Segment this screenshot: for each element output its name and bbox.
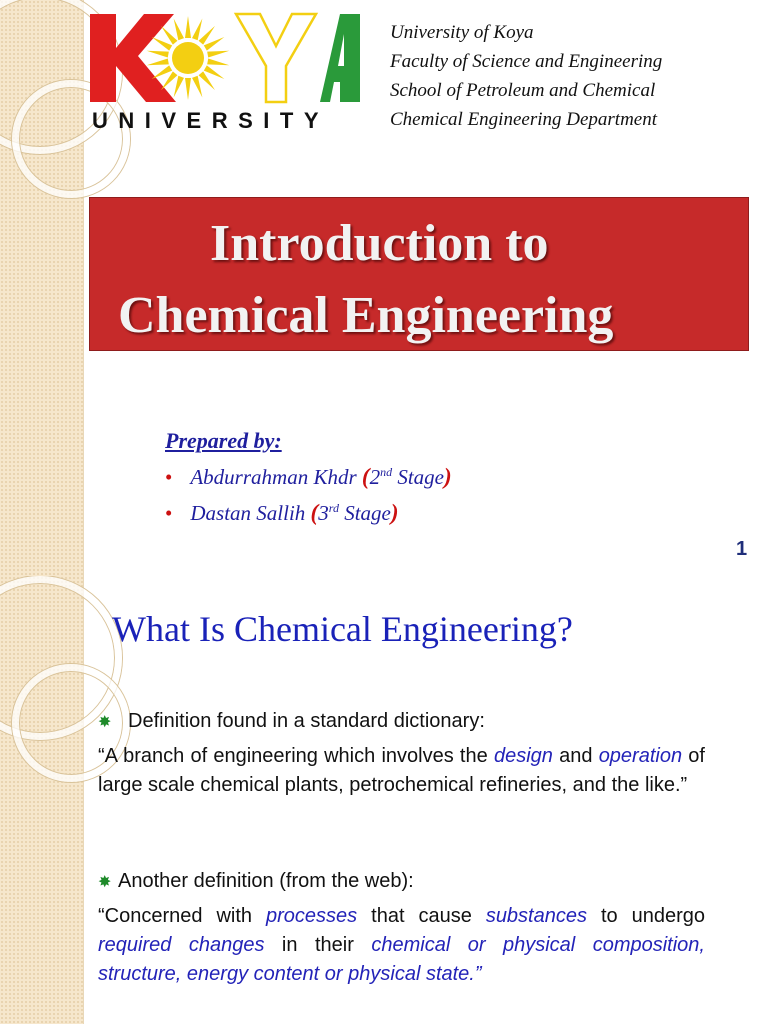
definition-1	[98, 742, 705, 800]
text-run: “A branch of engineering which involves the	[98, 745, 494, 767]
university-line: University of Koya	[390, 22, 534, 43]
author-name: Dastan Sallih	[190, 501, 311, 525]
author-name: Abdurrahman Khdr	[190, 465, 362, 489]
bullet-text: Another definition (from the web):	[118, 870, 414, 892]
stage-label: Stage	[338, 501, 391, 525]
title-line-1: Introduction to	[210, 215, 549, 272]
text-run: “Concerned with	[98, 905, 267, 927]
author-item	[165, 464, 452, 490]
bullet: •	[165, 465, 173, 489]
text-run: of large scale chemical plants, petrochemical refineries, and the like.”	[98, 745, 705, 796]
paren-close: )	[390, 500, 399, 525]
author-item	[165, 500, 399, 526]
stage-label: Stage	[392, 465, 444, 489]
highlight-term: operation	[598, 745, 683, 767]
decorative-side-stripe	[0, 576, 84, 1024]
stage-suffix: rd	[328, 501, 339, 515]
highlight-term: substances	[485, 905, 587, 927]
definition-2	[98, 902, 705, 989]
university-line: Chemical Engineering Department	[390, 109, 658, 130]
bullet-text: Definition found in a standard dictionary:	[128, 710, 485, 732]
text-run: and	[552, 745, 599, 767]
highlight-term: processes	[266, 905, 358, 927]
star-bullet-icon: ✸	[98, 714, 112, 731]
bullet-line-2	[98, 870, 414, 893]
koya-logo-letters	[88, 12, 360, 104]
highlight-term: chemical or physical composition, structure, energy content or physical state.”	[98, 934, 705, 985]
text-run: in their	[264, 934, 372, 956]
koya-university-logo	[88, 12, 360, 132]
prepared-by-label: Prepared by:	[165, 428, 282, 453]
paren-close: )	[443, 464, 452, 489]
highlight-term: required changes	[98, 934, 265, 956]
university-info	[390, 18, 662, 134]
slide-heading: What Is Chemical Engineering?	[112, 609, 573, 649]
university-line: Faculty of Science and Engineering	[390, 51, 663, 72]
text-run: that cause	[357, 905, 486, 927]
paren-open: (	[361, 464, 370, 489]
text-run: to undergo	[586, 905, 705, 927]
logo-university-word: UNIVERSITY	[92, 108, 330, 133]
page-number: 1	[736, 538, 748, 560]
title-banner	[89, 197, 749, 351]
title-line-2: Chemical Engineering	[118, 287, 614, 344]
slide-2	[0, 576, 768, 1024]
star-bullet-icon: ✸	[98, 874, 112, 891]
bullet: •	[165, 501, 173, 525]
stage-number: 3	[318, 501, 329, 525]
paren-open: (	[310, 500, 319, 525]
highlight-term: design	[493, 745, 553, 767]
stage-number: 2	[369, 465, 381, 489]
bullet-line-1	[98, 710, 485, 733]
university-line: School of Petroleum and Chemical	[390, 80, 656, 101]
decorative-side-stripe	[0, 0, 84, 576]
stage-suffix: nd	[380, 465, 393, 479]
